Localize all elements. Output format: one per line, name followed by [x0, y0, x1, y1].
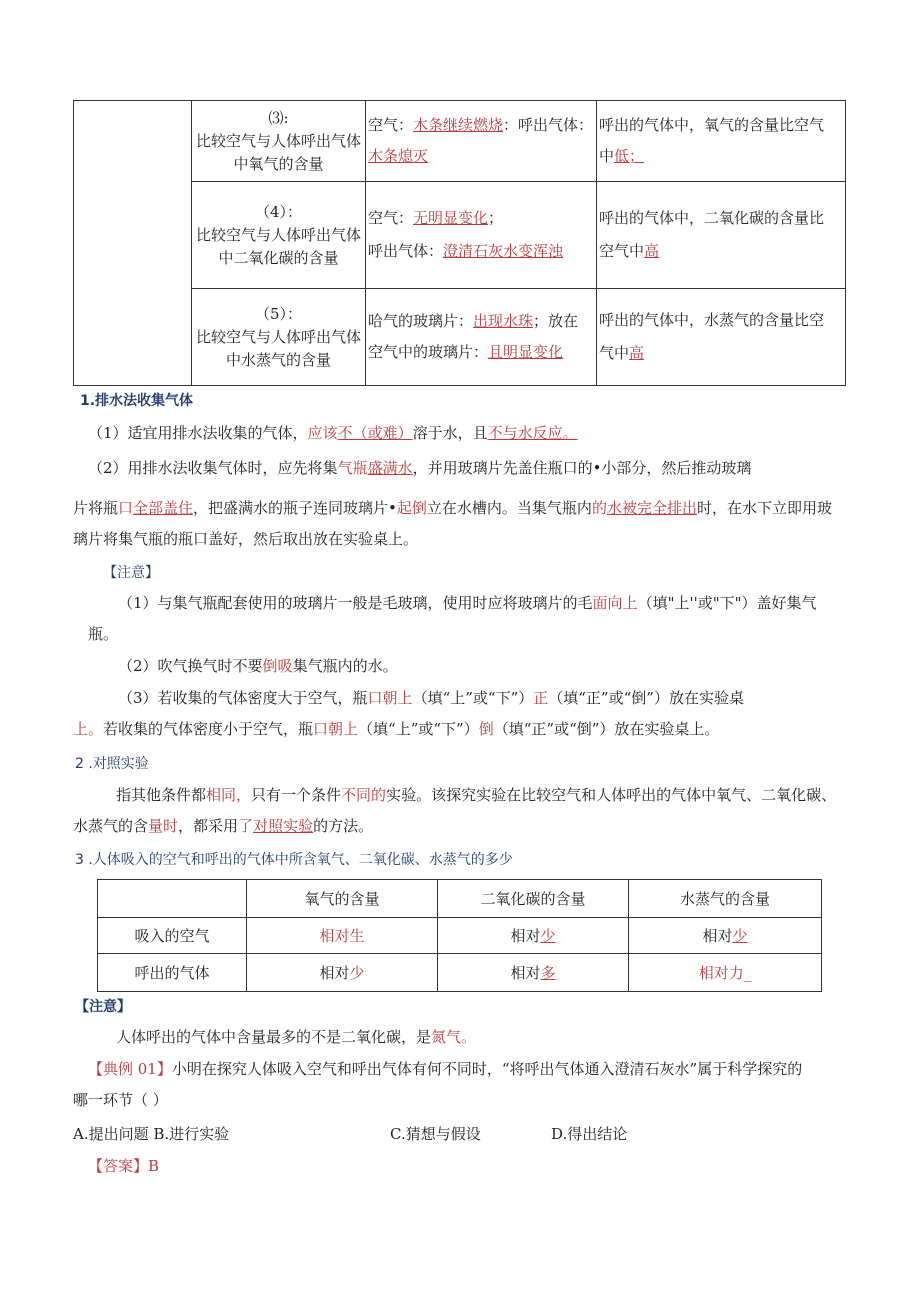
text: 气中: [599, 344, 630, 362]
answer-text: 少: [540, 927, 556, 945]
answer-text: 且明显变化: [488, 343, 564, 361]
text: 上。: [73, 720, 104, 738]
answer-text: 不同的: [341, 786, 387, 804]
section-heading: 3 .人体吸入的空气和呼出的气体中所含氧气、二氧化碳、水蒸气的多少: [75, 852, 513, 868]
text: （填“正”或“倒”）放在实验桌上。: [493, 720, 720, 738]
text: 人体呼出的气体中含量最多的不是二氧化碳，是: [116, 1028, 432, 1046]
table-header: [98, 880, 247, 918]
text: （1）与集气瓶配套使用的玻璃片一般是毛玻璃，使用时应将玻璃片的毛: [118, 594, 593, 612]
example-tag: 【典例 01】: [88, 1060, 172, 1078]
paragraph: [73, 815, 373, 836]
paragraph: [88, 457, 751, 478]
exp-number: （4）：: [254, 202, 303, 221]
answer-text: 高: [644, 242, 660, 260]
exp-number: （5）：: [254, 304, 303, 323]
text: （填“上”或“下”）: [358, 720, 479, 738]
text: 起倒: [396, 499, 427, 517]
text: ，都采用: [178, 817, 239, 835]
answer-text: 木条继续燃烧: [413, 116, 504, 134]
answer-text: 不（或难）: [337, 424, 413, 442]
text: 呼出的气体中，水蒸气的含量比空: [599, 311, 825, 329]
answer-text: 无明显变化: [413, 209, 489, 227]
table-cell: [438, 918, 629, 954]
answer-tag: 【答案】: [88, 1157, 149, 1175]
exp-title-line: 中二氧化碳的含量: [218, 248, 339, 267]
text: 集气瓶内的水。: [292, 657, 398, 675]
text: ；放在: [533, 312, 579, 330]
answer-text: 倒吸: [262, 657, 293, 675]
paragraph: [88, 422, 578, 443]
paragraph: [116, 1026, 476, 1047]
answer-text: 水: [606, 499, 622, 517]
row-label: 呼出的气体: [98, 954, 247, 992]
text: 空气：: [368, 209, 414, 227]
text: 的方法。: [313, 817, 374, 835]
example-question: [88, 1058, 802, 1079]
exp-title-cell: [192, 182, 366, 289]
options-ab: A.提出问题 B.进行实验: [73, 1125, 230, 1143]
text: （填“上”或“下”）: [412, 689, 534, 707]
answer-text: 低；: [614, 147, 645, 165]
text: 呼出气体：: [368, 242, 444, 260]
text: 了: [238, 817, 254, 835]
answer-text: 木条熄灭: [368, 147, 429, 165]
text: 时，在水下立即用玻: [696, 499, 832, 517]
text: 量时: [148, 817, 179, 835]
answer-text: 相对生: [319, 927, 365, 945]
text: 中: [599, 147, 615, 165]
answer-text: 少: [349, 964, 365, 982]
exp-title-line: 中水蒸气的含量: [225, 350, 331, 369]
paragraph: 璃片将集气瓶的瓶口盖好，然后取出放在实验桌上。: [73, 530, 419, 548]
text: 应该: [307, 424, 338, 442]
table-cell: [247, 954, 438, 992]
exp-title-cell: [192, 289, 366, 386]
text: 空气中的玻璃片：: [368, 343, 489, 361]
text: 空气：: [368, 116, 414, 134]
paragraph: 瓶。: [88, 625, 119, 643]
conclusion-cell: [597, 289, 846, 386]
text: ，并用玻璃片先盖住瓶口的•小部分，然后推动玻璃: [412, 459, 752, 477]
text: ；: [488, 209, 504, 227]
answer-text: 倒: [478, 720, 494, 738]
table-header: 水蒸气的含量: [629, 880, 822, 918]
text: （填"上''或"下"）盖好集气: [637, 594, 817, 612]
text: 呼出的气体中，二氧化碳的含量比: [599, 209, 825, 227]
text: 片将瓶: [73, 499, 119, 517]
text: 只有一个条件: [251, 786, 342, 804]
table-header: 二氧化碳的含量: [438, 880, 629, 918]
text: ，把盛满水的瓶子连同玻璃片•: [193, 499, 397, 517]
paragraph: [118, 687, 744, 708]
table-cell: [247, 918, 438, 954]
text: 相对: [510, 927, 541, 945]
table-cell: [438, 954, 629, 992]
text: （1）适宜用排水法收集的气体，: [88, 424, 308, 442]
exp-title-line: 比较空气与人体呼出气体: [195, 131, 361, 150]
answer-text: 面向上: [592, 594, 638, 612]
phenomenon-cell: [366, 289, 597, 386]
answer-value: B: [148, 1157, 160, 1175]
gas-content-table: [97, 879, 822, 992]
answer-text: 正: [533, 689, 549, 707]
text: 水蒸气的含: [73, 817, 149, 835]
section-heading: 1.排水法收集气体: [80, 393, 194, 409]
text: （2）吹气换气时不要: [118, 657, 263, 675]
text: 实验。该探究实验在比较空气和人体呼出的气体中氧气、二氧化碳、: [386, 786, 837, 804]
answer-text: 少: [732, 927, 748, 945]
conclusion-cell: [597, 182, 846, 289]
text: 呼出的气体中，氧气的含量比空气: [599, 116, 825, 134]
paragraph: [73, 497, 832, 518]
text: 相对: [319, 964, 350, 982]
table-cell: [629, 918, 822, 954]
experiment-table: [73, 100, 846, 386]
answer-text: 相对力_: [698, 964, 752, 982]
paragraph: [118, 655, 398, 676]
option-c: C.猜想与假设: [390, 1125, 481, 1143]
answer-text: 被完全排出: [621, 499, 697, 517]
text: 相对: [702, 927, 733, 945]
text: 气瓶: [337, 459, 368, 477]
paragraph: [118, 592, 817, 613]
text: 小明在探究人体吸入空气和呼出气体有何不同时，“将呼出气体通入澄清石灰水”属于科学探究的: [171, 1060, 803, 1078]
text: 若收集的气体密度小于空气，瓶: [103, 720, 314, 738]
table-header: 氧气的含量: [247, 880, 438, 918]
phenomenon-cell: [366, 182, 597, 289]
text: ：呼出气体：: [503, 116, 594, 134]
conclusion-cell: [597, 101, 846, 182]
exp-title-cell: [192, 101, 366, 182]
answer-text: 盛满水: [367, 459, 413, 477]
exp-title-line: 比较空气与人体呼出气体: [195, 327, 361, 346]
text: 口: [118, 499, 134, 517]
note-label: 【注意】: [103, 565, 159, 581]
phenomenon-cell: [366, 101, 597, 182]
text: 哈气的玻璃片：: [368, 312, 474, 330]
text: 溶于水，且: [412, 424, 488, 442]
empty-cell: [74, 101, 192, 386]
answer: [88, 1155, 159, 1176]
text: 指其他条件都: [116, 786, 207, 804]
text: （2）用排水法收集气体时，应先将集: [88, 459, 338, 477]
paragraph: [73, 718, 719, 739]
section-heading: 2 .对照实验: [75, 756, 149, 772]
answer-text: 出现水珠: [473, 312, 534, 330]
row-label: 吸入的空气: [98, 918, 247, 954]
text: （3）若收集的气体密度大于空气，瓶: [118, 689, 368, 707]
answer-text: 不与水反应。: [487, 424, 578, 442]
text: 哪一环节（ ）: [73, 1091, 168, 1109]
answer-text: 高: [629, 344, 645, 362]
paragraph: [116, 784, 836, 805]
note-label: 【注意】: [75, 999, 131, 1015]
text: 空气中: [599, 242, 645, 260]
exp-number: ⑶:: [268, 108, 289, 127]
answer-text: 口朝上: [313, 720, 359, 738]
table-cell: [629, 954, 822, 992]
answer-text: 多: [540, 964, 556, 982]
answer-text: 对照实验: [253, 817, 314, 835]
option-d: D.得出结论: [551, 1125, 628, 1143]
text: 立在水槽内。当集气瓶内: [426, 499, 592, 517]
answer-text: 相同，: [206, 786, 252, 804]
exp-title-line: 中氧气的含量: [233, 154, 324, 173]
exp-title-line: 比较空气与人体呼出气体: [195, 225, 361, 244]
answer-text: 氮气。: [431, 1028, 477, 1046]
text: 相对: [510, 964, 541, 982]
answer-text: 全部盖住: [133, 499, 194, 517]
text: （填“正”或“倒”）放在实验桌: [548, 689, 744, 707]
text: 的: [591, 499, 607, 517]
answer-text: 口朝上: [367, 689, 413, 707]
answer-text: 澄清石灰水变浑浊: [443, 242, 564, 260]
